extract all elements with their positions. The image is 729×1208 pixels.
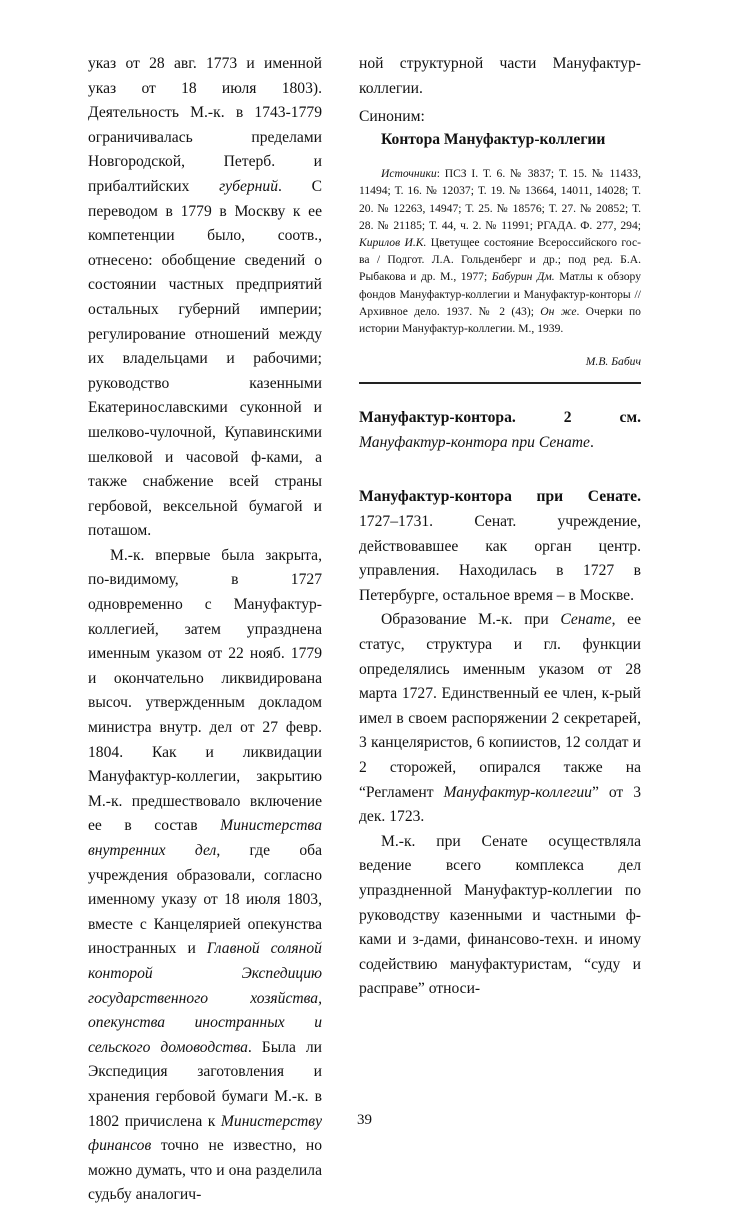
right-paragraph-continuation: ной структурной части Мануфактур-коллегии. bbox=[359, 55, 641, 97]
page-number: 39 bbox=[357, 1112, 372, 1128]
left-paragraph-2: М.-к. впервые была закрыта, по-видимому, в 1727 одновременно с Мануфактур-коллегией, затем упразднена именным указом от 22 нояб. 1779 и окончательно ликвидирована высоч. утвержденным докладом министра внутр. дел от 27 февр. 1804. Как и ликвидации Мануфактур-коллегии, закрытию М.-к. предшествовало включение ее в состав Министерства внутренних дел, где оба учреждения образовали, согласно именному указу от 18 июля 1803, вместе с Канцелярией опекунства иностранных и Главной соляной конторой Экспедицию государственного хозяйства, опекунства иностранных и сельского домоводства. Была ли Экспедиция заготовления и хранения гербовой бумаги М.-к. в 1802 причислена к Министерству финансов точно не известно, но можно думать, что и она разделила судьбу аналогич- bbox=[88, 546, 322, 1204]
right-column bbox=[359, 52, 641, 1002]
entry-paragraph-2: Образование М.-к. при Сенате, ее статус, структура и гл. функции определялись именным указом от 28 марта 1727. Единственный ее член, к-рый имел в своем распоряжении 2 секретарей, 3 канцеляристов, 6 копиистов, 12 солдат и 2 сторожей, опирался также на “Регламент Мануфактур-коллегии” от 3 дек. 1723. bbox=[359, 611, 641, 826]
article-author: М.В. Бабич bbox=[585, 355, 641, 369]
left-paragraph-1: указ от 28 авг. 1773 и именной указ от 18 июля 1803). Деятельность М.-к. в 1743-1779 ограничивалась пределами Новгородской, Петерб. и прибалтийских губерний. С переводом в 1779 в Москву к ее компетенции было, соотв., отнесено: обобщение сведений о состоянии частных предприятий остальных губерний империи; регулирование отношений между их владельцами и рабочими; руководство казенными Екатеринославскими суконной и шелково-чулочной, Купавинскими шелковой и часовой ф-ками, а также снабжение всей страны гербовой, вексельной бумагой и поташом. bbox=[88, 55, 322, 540]
synonym-term: Контора Мануфактур-коллегии bbox=[381, 131, 606, 149]
entry-paragraph-3: М.-к. при Сенате осуществляла ведение всего комплекса дел упраздненной Мануфактур-коллегии по руководству казенными и частными ф-ками и з-дами, финансово-техн. и иному содействию мануфактуристам, “суду и расправе” относи- bbox=[359, 832, 641, 998]
left-column bbox=[88, 52, 322, 1208]
entry-manufaktur-kontora: Мануфактур-контора. 2 см. Мануфактур-контора при Сенате. bbox=[359, 409, 641, 451]
entry-manufaktur-kontora-pri-senate: Мануфактур-контора при Сенате. 1727–1731. Сенат. учреждение, действовавшее как орган центр. управления. Находилась в 1727 в Петербурге, остальное время – в Москве. bbox=[359, 488, 641, 604]
sources-paragraph: Источники: ПСЗ I. Т. 6. № 3837; Т. 15. № 11433, 11494; Т. 16. № 12037; Т. 19. № 13664, 14011, 14028; Т. 20. № 12263, 14947; Т. 25. № 18576; Т. 27. № 20852; Т. 28. № 21185; Т. 44, ч. 2. № 11991; РГАДА. Ф. 277, 294; Кирилов И.К. Цветущее состояние Всероссийского гос-ва / Подгот. Л.А. Гольденберг и др.; под ред. Б.А. Рыбакова и др. М., 1977; Бабурин Дм. Матлы к обзору фондов Мануфактур-коллегии и Мануфактур-конторы // Архивное дело. 1937. № 2 (43); Он же. Очерки по истории Мануфактур-коллегии. М., 1939. bbox=[359, 167, 641, 336]
synonym-label: Синоним: bbox=[359, 108, 425, 126]
entry-separator-line bbox=[359, 382, 641, 384]
